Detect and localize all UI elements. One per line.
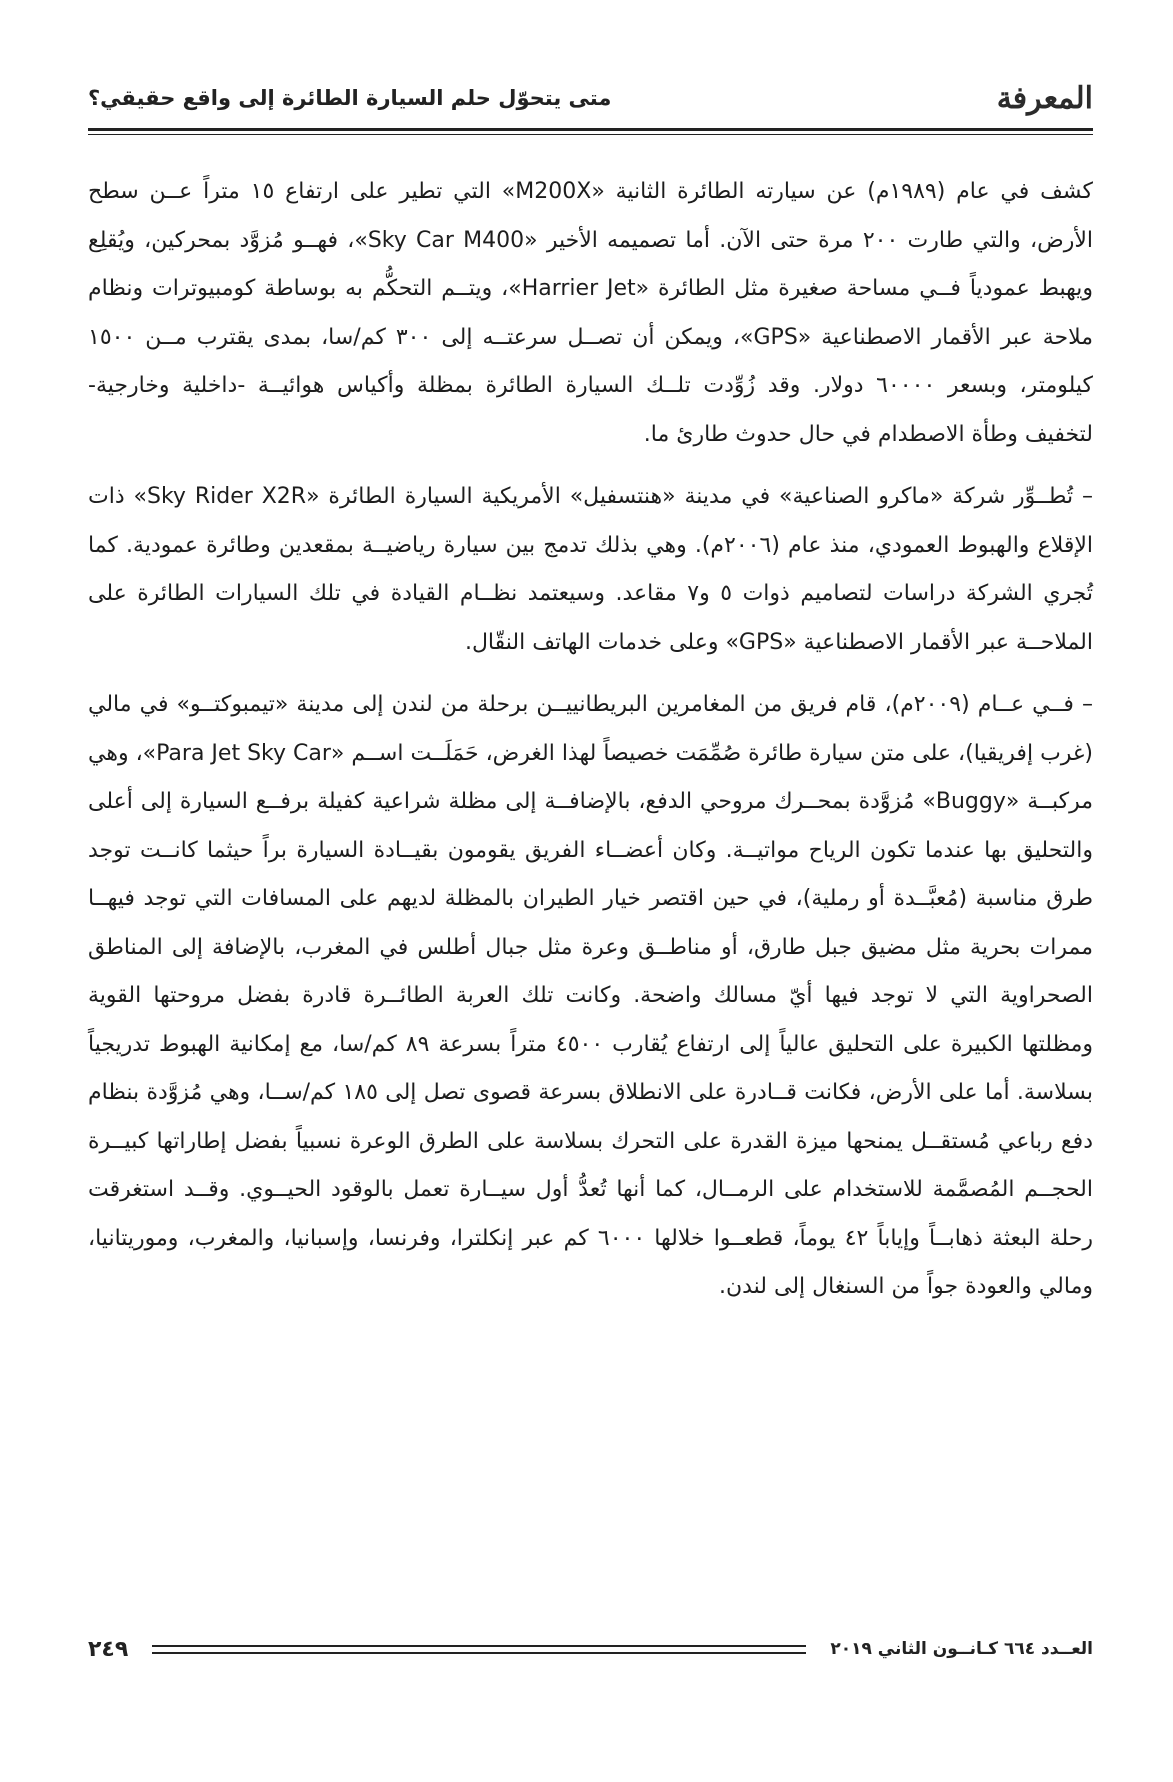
page-number: ٢٤٩ — [88, 1636, 129, 1662]
footer-rule — [152, 1645, 806, 1654]
magazine-logo: المعرفة — [996, 80, 1093, 116]
page-header — [88, 70, 1093, 126]
page-footer — [88, 1632, 1093, 1666]
paragraph-3: – فــي عــام (٢٠٠٩م)، قام فريق من المغامرين البريطانييــن برحلة من لندن إلى مدينة «تيمبوكتــو» في مالي (غرب إفريقيا)، على متن سيارة طائرة صُمِّمَت خصيصاً لهذا الغرض، حَمَلَــت اســم «Para Jet Sky Car»، وهي مركبــة «Buggy» مُزوَّدة بمحــرك مروحي الدفع، بالإضافــة إلى مظلة شراعية كفيلة برفــع السيارة إلى أعلى والتحليق بها عندما تكون الرياح مواتيــة. وكان أعضــاء الفريق يقومون بقيــادة السيارة براً حيثما كانــت توجد طرق مناسبة (مُعبَّــدة أو رملية)، في حين اقتصر خيار الطيران بالمظلة لديهم على المسافات التي توجد فيهــا ممرات بحرية مثل مضيق جبل طارق، أو مناطــق وعرة مثل جبال أطلس في المغرب، بالإضافة إلى المناطق الصحراوية التي لا توجد فيها أيّ مسالك واضحة. وكانت تلك العربة الطائــرة قادرة بفضل مروحتها القوية ومظلتها الكبيرة على التحليق عالياً إلى ارتفاع يُقارب ٤٥٠٠ متراً بسرعة ٨٩ كم/سا، مع إمكانية الهبوط تدريجياً بسلاسة. أما على الأرض، فكانت قــادرة على الانطلاق بسرعة قصوى تصل إلى ١٨٥ كم/ســا، وهي مُزوَّدة بنظام دفع رباعي مُستقــل يمنحها ميزة القدرة على التحرك بسلاسة على الطرق الوعرة نسبياً بفضل إطاراتها كبيــرة الحجــم المُصمَّمة للاستخدام على الرمــال، كما أنها تُعدُّ أول سيــارة تعمل بالوقود الحيــوي. وقــد استغرقت رحلة البعثة ذهابــاً وإياباً ٤٢ يوماً، قطعــوا خلالها ٦٠٠٠ كم عبر إنكلترا، وفرنسا، وإسبانيا، والمغرب، وموريتانيا، ومالي والعودة جواً من السنغال إلى لندن. — [88, 692, 1094, 1299]
paragraph-1: كشف في عام (١٩٨٩م) عن سيارته الطائرة الثانية «M200X» التي تطير على ارتفاع ١٥ متراً عــن سطح الأرض، والتي طارت ٢٠٠ مرة حتى الآن. أما تصميمه الأخير «Sky Car M400»، فهــو مُزوَّد بمحركين، ويُقلِع ويهبط عمودياً فــي مساحة صغيرة مثل الطائرة «Harrier Jet»، ويتــم التحكُّم به بوساطة كومبيوترات ونظام ملاحة عبر الأقمار الاصطناعية «GPS»، ويمكن أن تصــل سرعتــه إلى ٣٠٠ كم/سا، بمدى يقترب مــن ١٥٠٠ كيلومتر، وبسعر ٦٠٠٠٠ دولار. وقد زُوِّدت تلــك السيارة الطائرة بمظلة وأكياس هوائيــة -داخلية وخارجية- لتخفيف وطأة الاصطدام في حال حدوث طارئ ما. — [88, 179, 1094, 447]
article-body — [88, 168, 1093, 1326]
running-title: متى يتحوّل حلم السيارة الطائرة إلى واقع حقيقي؟ — [88, 86, 612, 110]
issue-info: العــدد ٦٦٤ كـانــون الثاني ٢٠١٩ — [830, 1639, 1093, 1659]
header-rule — [88, 128, 1093, 135]
paragraph-2: – تُطــوِّر شركة «ماكرو الصناعية» في مدينة «هنتسفيل» الأمريكية السيارة الطائرة «Sky Rider X2R» ذات الإقلاع والهبوط العمودي، منذ عام (٢٠٠٦م). وهي بذلك تدمج بين سيارة رياضيــة بمقعدين وطائرة عمودية. كما تُجري الشركة دراسات لتصاميم ذوات ٥ و٧ مقاعد. وسيعتمد نظــام القيادة في تلك السيارات الطائرة على الملاحــة عبر الأقمار الاصطناعية «GPS» وعلى خدمات الهاتف النقّال. — [88, 484, 1094, 655]
